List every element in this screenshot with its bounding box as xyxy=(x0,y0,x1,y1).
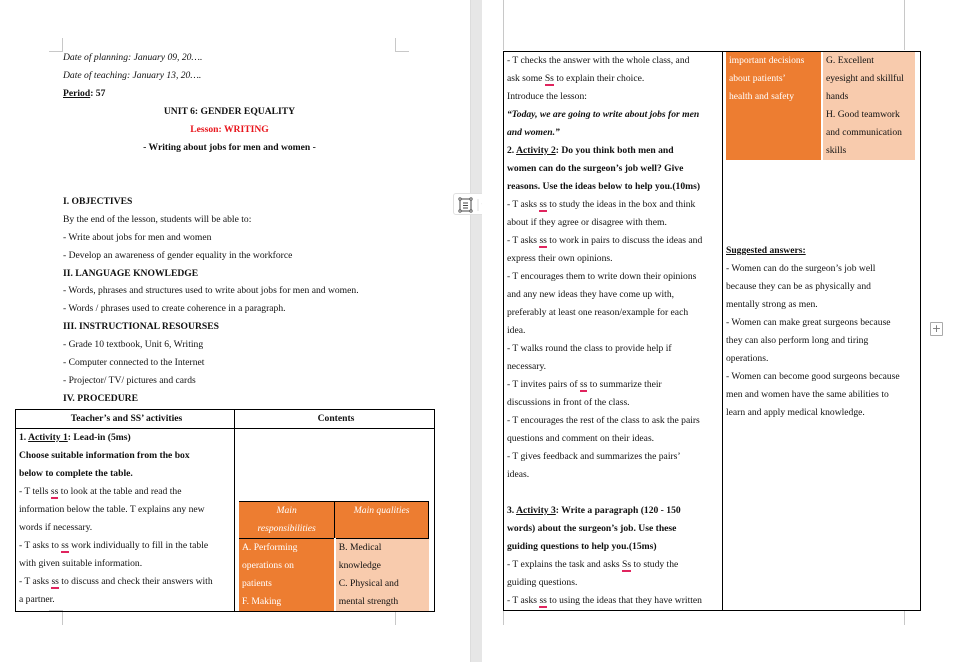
activity-line: ask some Ss to explain their choice. xyxy=(507,73,645,84)
activities-cell xyxy=(16,429,235,612)
activity-line: - T asks to ss work individually to fill in the table xyxy=(19,540,209,551)
qualities-cell: B. Medical knowledge C. Physical and mental strength xyxy=(335,539,429,612)
contents-cell xyxy=(235,429,435,612)
activity-line: ideas. xyxy=(507,469,530,480)
crop-mark xyxy=(503,0,504,50)
suggested-answers xyxy=(726,242,917,422)
activity-line: with given suitable information. xyxy=(19,558,143,569)
crop-mark xyxy=(904,610,905,625)
spelling-flag[interactable]: Ss xyxy=(622,559,632,570)
activity-line: - T checks the answer with the whole class, and xyxy=(507,55,690,66)
document-page-right xyxy=(482,0,953,662)
section-heading-procedure: IV. PROCEDURE xyxy=(63,393,138,404)
activity-3-label: Activity 3 xyxy=(516,505,556,516)
activity-line: idea. xyxy=(507,325,526,336)
activity-1-instruction: below to complete the table. xyxy=(19,468,133,479)
activity-line: words if necessary. xyxy=(19,522,93,533)
activity-3-title: words) about the surgeon’s job. Use these xyxy=(507,523,677,534)
resource-line: - Computer connected to the Internet xyxy=(63,357,205,368)
column-header-activities: Teacher’s and SS’ activities xyxy=(16,410,235,429)
activity-line: a partner. xyxy=(19,594,55,605)
suggested-line: they can also perform long and tiring xyxy=(726,335,869,346)
unit-title: UNIT 6: GENDER EQUALITY xyxy=(163,106,296,117)
suggested-line: - Women can make great surgeons because xyxy=(726,317,891,328)
activity-line: - T tells ss to look at the table and read the xyxy=(19,486,182,497)
activity-2-label: Activity 2 xyxy=(516,145,556,156)
column-header-contents: Contents xyxy=(235,410,435,429)
activity-line: Introduce the lesson: xyxy=(507,91,587,102)
activity-line: - T asks ss to work in pairs to discuss the ideas and xyxy=(507,235,703,246)
activity-line: - T explains the task and asks Ss to study the xyxy=(507,559,679,570)
spelling-flag[interactable]: ss xyxy=(579,379,588,390)
period xyxy=(63,85,105,103)
objective-line: - Develop an awareness of gender equality in the workforce xyxy=(63,250,293,261)
activity-line: - T gives feedback and summarizes the pairs’ xyxy=(507,451,681,462)
responsibilities-cell: A. Performing operations on patients F. Making xyxy=(239,539,335,612)
spelling-flag[interactable]: ss xyxy=(539,595,547,606)
period-value: : 57 xyxy=(90,88,106,99)
spelling-flag[interactable]: ss xyxy=(61,540,69,551)
date-of-planning: Date of planning: January 09, 20…. xyxy=(63,52,203,63)
activity-line: - T walks round the class to provide help if xyxy=(507,343,672,354)
contents-cell-continued xyxy=(723,52,921,611)
spelling-flag[interactable]: ss xyxy=(50,486,59,497)
activity-line: - T asks ss to study the ideas in the box and think xyxy=(507,199,696,210)
suggested-line: learn and apply medical knowledge. xyxy=(726,407,865,418)
lesson-subtitle: - Writing about jobs for men and women - xyxy=(143,142,316,153)
activity-line: - T invites pairs of ss to summarize their xyxy=(507,379,662,390)
activity-line: - T encourages them to write down their opinions xyxy=(507,271,697,282)
crop-mark xyxy=(904,0,905,50)
suggested-line: - Women can do the surgeon’s job well xyxy=(726,263,876,274)
activities-cell-continued xyxy=(504,52,723,611)
add-table-row-button[interactable] xyxy=(930,322,943,336)
crop-mark xyxy=(395,38,396,51)
date-of-teaching: Date of teaching: January 13, 20…. xyxy=(63,70,202,81)
surgeon-info-table xyxy=(239,501,429,611)
suggested-line: because they can be as physically and xyxy=(726,281,871,292)
activity-line: about if they agree or disagree with them. xyxy=(507,217,667,228)
activity-line: - T encourages the rest of the class to ask the pairs xyxy=(507,415,700,426)
language-line: - Words / phrases used to create coherence in a paragraph. xyxy=(63,303,286,314)
intro-quote: “Today, we are going to write about jobs for men xyxy=(507,109,700,120)
crop-mark xyxy=(62,610,63,625)
document-page-left xyxy=(0,0,442,662)
crop-mark xyxy=(503,610,504,625)
activity-line: guiding questions. xyxy=(507,577,578,588)
procedure-table xyxy=(15,409,435,612)
inner-header-qualities: Main qualities xyxy=(335,502,429,539)
resource-line: - Projector/ TV/ pictures and cards xyxy=(63,375,196,386)
language-line: - Words, phrases and structures used to write about jobs for men and women. xyxy=(63,285,359,296)
spelling-flag[interactable]: ss xyxy=(539,199,547,210)
activity-line: preferably at least one reason/example for each xyxy=(507,307,689,318)
suggested-line: mentally strong as men. xyxy=(726,299,818,310)
activity-2-title: 2. Activity 2: Do you think both men and xyxy=(507,145,674,156)
activity-1-instruction: Choose suitable information from the box xyxy=(19,450,190,461)
blank-line xyxy=(507,484,722,502)
section-heading-resources: III. INSTRUCTIONAL RESOURSES xyxy=(63,321,219,332)
crop-mark xyxy=(395,610,396,625)
procedure-table-continued xyxy=(503,51,921,611)
suggested-line: - Women can become good surgeons because xyxy=(726,371,900,382)
activity-line: information below the table. T explains any new xyxy=(19,504,205,515)
intro-quote: and women.” xyxy=(507,127,560,138)
resource-line: - Grade 10 textbook, Unit 6, Writing xyxy=(63,339,204,350)
activity-line: express their own opinions. xyxy=(507,253,613,264)
spelling-flag[interactable]: ss xyxy=(539,235,547,246)
page-separator xyxy=(470,0,482,662)
period-label: Period xyxy=(63,88,91,99)
spelling-flag[interactable]: ss xyxy=(51,576,59,587)
inner-header-responsibilities: Main responsibilities xyxy=(239,502,335,539)
activity-2-title: reasons. Use the ideas below to help you.(10ms) xyxy=(507,181,701,192)
objective-line: - Write about jobs for men and women xyxy=(63,232,212,243)
spelling-flag[interactable]: Ss xyxy=(544,73,554,84)
qualities-cell: G. Excellent eyesight and skillful hands H. Good teamwork and communication skills xyxy=(822,52,915,160)
activity-line: - T asks ss to using the ideas that they have written xyxy=(507,595,702,606)
section-heading-language: II. LANGUAGE KNOWLEDGE xyxy=(63,268,199,279)
crop-mark xyxy=(49,51,63,52)
suggested-line: men and women have the same abilities to xyxy=(726,389,889,400)
activity-2-title: women can do the surgeon’s job well? Give xyxy=(507,163,684,174)
activity-3-title: 3. Activity 3: Write a paragraph (120 - 150 xyxy=(507,505,681,516)
activity-line: - T asks ss to discuss and check their answers with xyxy=(19,576,213,587)
responsibilities-cell: important decisions about patients’ health and safety xyxy=(726,52,822,160)
lesson-title: Lesson: WRITING xyxy=(190,124,269,135)
page-gutter xyxy=(442,0,482,662)
crop-mark xyxy=(395,51,409,52)
activity-3-title: guiding questions to help you.(15ms) xyxy=(507,541,657,552)
plus-icon: + xyxy=(931,322,942,335)
objective-line: By the end of the lesson, students will be able to: xyxy=(63,214,252,225)
activity-line: necessary. xyxy=(507,361,547,372)
surgeon-info-table-continued xyxy=(726,52,915,160)
suggested-answers-heading: Suggested answers: xyxy=(726,245,806,256)
section-heading-objectives: I. OBJECTIVES xyxy=(63,196,133,207)
activity-line: discussions in front of the class. xyxy=(507,397,630,408)
activity-1-label: Activity 1 xyxy=(28,432,68,443)
suggested-line: operations. xyxy=(726,353,769,364)
activity-line: and any new ideas they have come up with, xyxy=(507,289,675,300)
activity-line: questions and comment on their ideas. xyxy=(507,433,655,444)
activity-1-title: 1. Activity 1: Lead-in (5ms) xyxy=(19,432,131,443)
